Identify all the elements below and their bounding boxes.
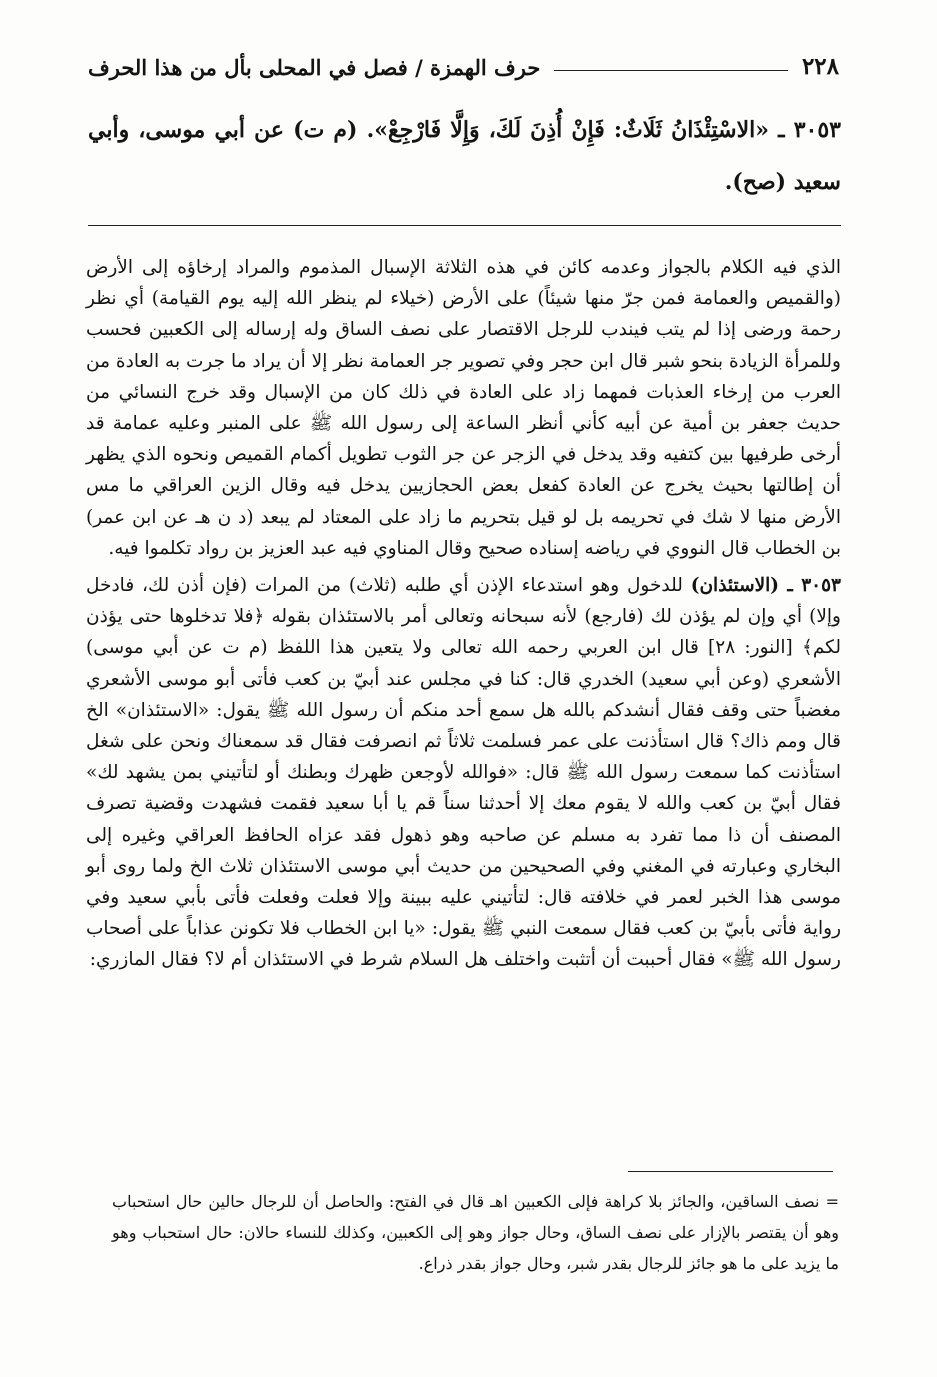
paragraph-opening: ٣٠٥٣ ـ (الاستئذان) — [690, 575, 841, 597]
commentary-paragraph — [86, 570, 841, 976]
commentary-paragraph — [86, 252, 841, 564]
header-rule — [554, 70, 788, 71]
page-number: ٢٢٨ — [801, 53, 839, 80]
page-header — [88, 40, 839, 80]
hadith-text: «الاسْتِئْذَانُ ثَلَاثٌ: فَإِنْ أُذِنَ لَكَ، وَإِلَّا فَارْجِعْ». — [366, 117, 770, 143]
paragraph-text: للدخول وهو استدعاء الإذن أي طلبه (ثلاث) من المرات (فإن أذن لك، فادخل وإلا) أي وإن لم يؤذن لك (فارجع) لأنه سبحانه وتعالى أمر بالاستئذان بقوله ﴿فلا تدخلوها حتى يؤذن لكم﴾ [النور: ٢٨] قال ابن العربي رحمه الله تعالى ولا يتعين هذا اللفظ (م ت عن أبي موسى) الأشعري (وعن أبي سعيد) الخدري قال: كنا في مجلس عند أبيّ بن كعب فأتى أبو موسى الأشعري مغضباً حتى وقف فقال أنشدكم بالله هل سمع أحد منكم أن رسول الله ﷺ يقول: «الاستئذان» الخ قال ومم ذاك؟ قال استأذنت على عمر فسلمت ثلاثاً ثم انصرفت فقال قد سمعناك ونحن على شغل استأذنت كما سمعت رسول الله ﷺ قال: «فوالله لأوجعن ظهرك وبطنك أو لتأتيني بمن يشهد لك» فقال أبيّ بن كعب والله لا يقوم معك إلا أحدثنا سناً قم يا أبا سعيد فقمت فشهدت وقضية تصرف المصنف أن ذا مما تفرد به مسلم عن صاحبه وهو ذهول فقد عزاه الحافظ العراقي وغيره إلى البخاري وعبارته في المغني وفي الصحيحين من حديث أبي موسى الاستئذان ثلاث الخ ولما روى أبو موسى هذا الخبر لعمر في خلافته قال: لتأتيني عليه ببينة وإلا فعلت وفعلت فأتى بأبي سعيد وفي رواية فأتى بأبيّ بن كعب فقال سمعت النبي ﷺ يقول: «يا ابن الخطاب فلا تكونن عذاباً على أصحاب رسول الله ﷺ» فقال أحببت أن أتثبت واختلف هل السلام شرط في الاستئذان أم لا؟ فقال المازري: — [86, 575, 841, 971]
paragraph-text: الذي فيه الكلام بالجواز وعدمه كائن في هذه الثلاثة الإسبال المذموم والمراد إرخاؤه إلى الأرض (والقميص والعمامة فمن جرّ منها شيئاً) على الأرض (خيلاء لم ينظر الله إليه يوم القيامة) أي نظر رحمة ورضى إذا لم يتب فيندب للرجل الاقتصار على نصف الساق وله إرساله إلى الكعبين فحسب وللمرأة الزيادة بنحو شبر قال ابن حجر وفي تصوير جر العمامة نظر إلا أن يراد ما جرت به العادة من العرب من إرخاء العذبات فمهما زاد على العادة في ذلك كان من الإسبال وقد خرج النسائي من حديث جعفر بن أمية عن أبيه كأني أنظر الساعة إلى رسول الله ﷺ على المنبر وعليه عمامة قد أرخى طرفيها بين كتفيه وقد يدخل في الزجر عن جر الثوب تطويل أكمام القميص ونحوه الذي يظهر أن إطالتها بحيث يخرج عن العادة كفعل بعض الحجازيين يدخل فيه وقال الزين العراقي ما مس الأرض منها لا شك في تحريمه بل لو قيل بتحريم ما زاد على المعتاد لم يبعد (د ن هـ عن ابن عمر) بن الخطاب قال النووي في رياضه إسناده صحيح وقال المناوي فيه عبد العزيز بن رواد تكلموا فيه. — [86, 257, 841, 559]
hadith-number: ٣٠٥٣ ـ — [778, 117, 841, 143]
hadith-text-block — [88, 104, 841, 208]
commentary-block — [86, 252, 841, 982]
footnote-rule — [628, 1171, 833, 1172]
section-divider — [88, 225, 841, 226]
hadith-source: (م ت) عن أبي موسى، وأبي سعيد (صح). — [88, 117, 841, 195]
running-title: حرف الهمزة / فصل في المحلى بأل من هذا الحرف — [88, 55, 541, 80]
footnote — [112, 1186, 839, 1279]
footnote-text: = نصف الساقين، والجائز بلا كراهة فإلى الكعبين اهـ قال في الفتح: والحاصل أن للرجال حالين حال استحباب وهو أن يقتصر بالإزار على نصف الساق، وحال جواز وهو إلى الكعبين، وكذلك للنساء حالان: حال استحباب وهو ما يزيد على ما هو جائز للرجال بقدر شبر، وحال جواز بقدر ذراع. — [112, 1192, 840, 1273]
